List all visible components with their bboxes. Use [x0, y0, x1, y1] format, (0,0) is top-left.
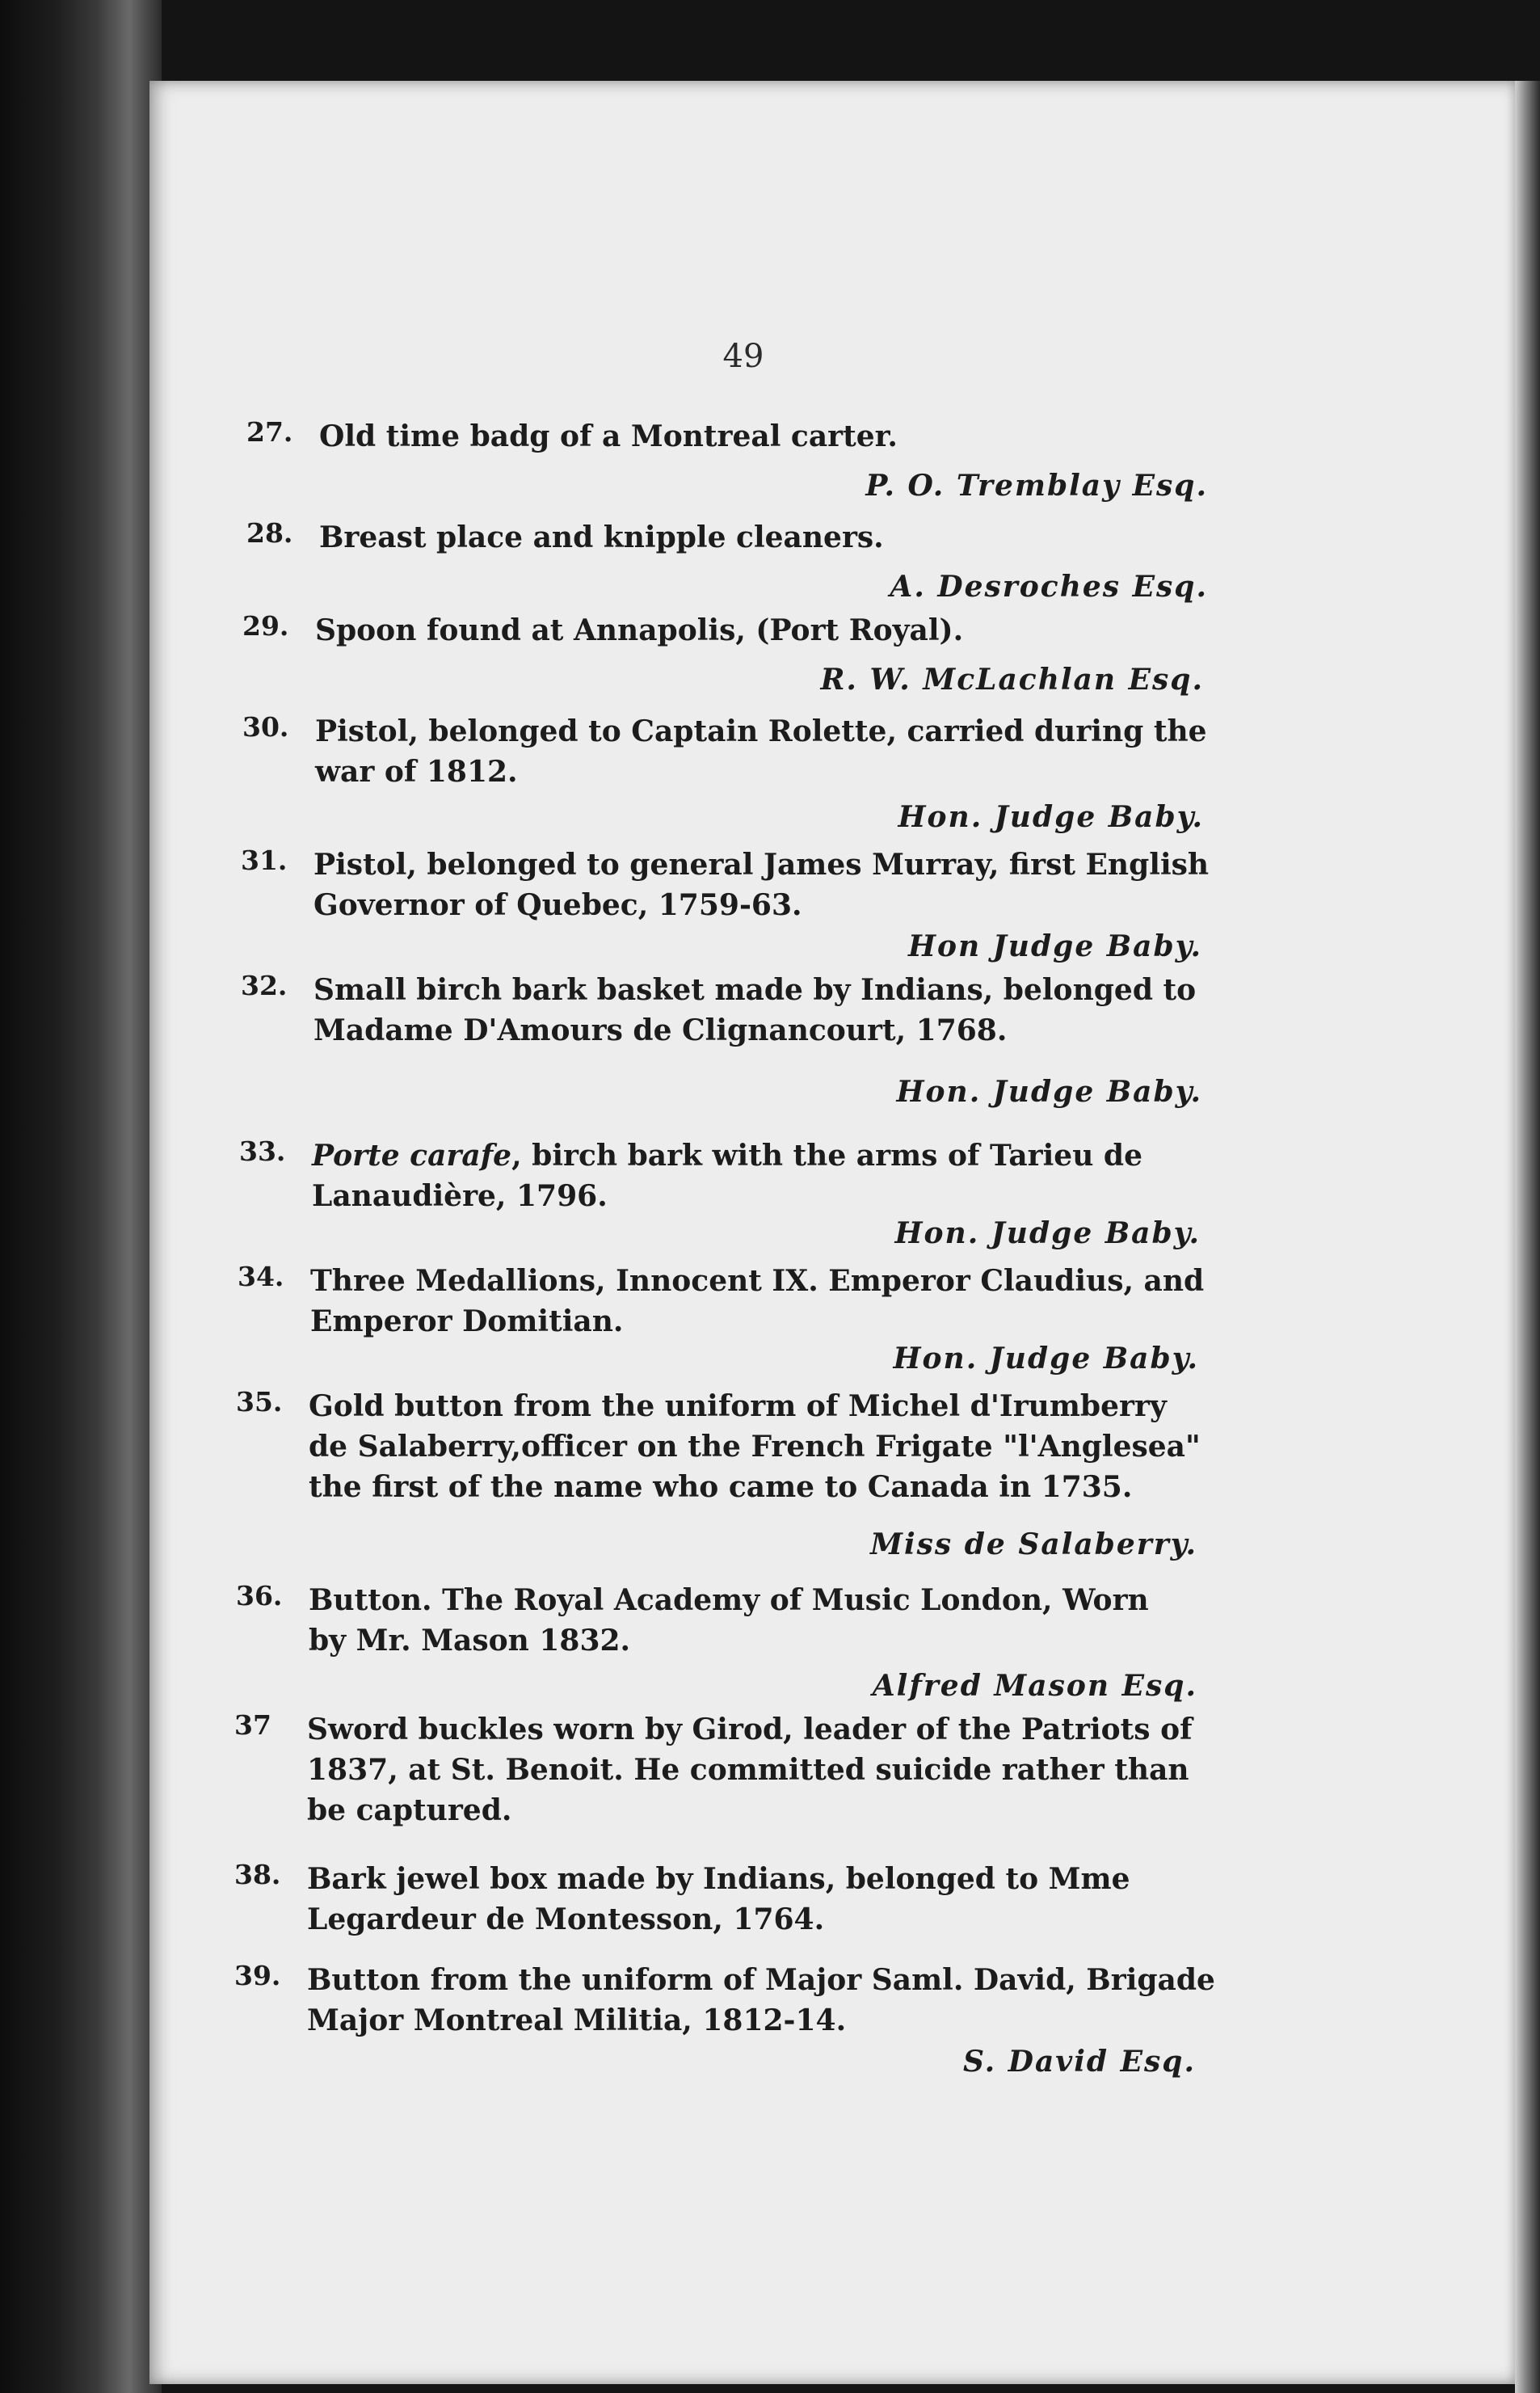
entry-donor: Hon. Judge Baby. — [896, 1075, 1202, 1109]
entry-description-line: 1837, at St. Benoit. He committed suicide rather than — [307, 1753, 1189, 1787]
entry-description-line: Bark jewel box made by Indians, belonged to Mme — [307, 1862, 1130, 1896]
entry-description — [309, 1580, 1189, 1661]
entry-donor: R. W. McLachlan Esq. — [820, 663, 1204, 697]
page-number: 49 — [722, 338, 764, 375]
entry-description-line: Button. The Royal Academy of Music London, Worn — [309, 1583, 1149, 1617]
entry-description — [313, 970, 1197, 1051]
entry-description — [309, 1386, 1201, 1507]
entry-description — [315, 610, 1196, 651]
entry-description-line: Button from the uniform of Major Saml. David, Brigade — [307, 1963, 1215, 1997]
entry-number: 29. — [242, 610, 289, 642]
entry-description — [319, 517, 1200, 558]
entry-description-line: Spoon found at Annapolis, (Port Royal). — [315, 613, 964, 647]
entry-description-line: Madame D'Amours de Clignancourt, 1768. — [313, 1013, 1008, 1047]
entry-description — [315, 711, 1207, 792]
entry-number: 28. — [246, 517, 293, 549]
entry-number: 37 — [234, 1709, 271, 1741]
entry-description — [310, 1261, 1205, 1342]
entry-description-line: Old time badg of a Montreal carter. — [319, 419, 898, 453]
entry-number: 35. — [236, 1386, 283, 1418]
entry-number: 32. — [241, 970, 288, 1001]
entry-description — [307, 1859, 1188, 1940]
entry-description-line: Breast place and knipple cleaners. — [319, 520, 884, 554]
entry-description — [307, 1960, 1215, 2041]
entry-description-line: de Salaberry,officer on the French Frigate "l'Anglesea" — [309, 1430, 1201, 1464]
entry-description — [307, 1709, 1193, 1831]
entry-donor: Hon. Judge Baby. — [894, 1216, 1201, 1250]
entry-description-line: Three Medallions, Innocent IX. Emperor Claudius, and — [310, 1264, 1205, 1298]
entry-description — [312, 1135, 1193, 1216]
italic-term: Porte carafe — [312, 1139, 512, 1173]
entry-donor: Hon Judge Baby. — [908, 929, 1202, 963]
entry-description — [313, 845, 1210, 925]
page-right-edge — [1515, 81, 1540, 2393]
entry-description-line: by Mr. Mason 1832. — [309, 1624, 631, 1658]
entry-donor: Hon. Judge Baby. — [898, 800, 1204, 834]
entry-donor: Miss de Salaberry. — [870, 1527, 1197, 1561]
entry-number: 36. — [236, 1580, 283, 1611]
entry-description-line: the first of the name who came to Canada in 1735. — [309, 1470, 1133, 1504]
entry-description-line: Major Montreal Militia, 1812-14. — [307, 2003, 847, 2037]
entry-donor: S. David Esq. — [962, 2045, 1196, 2079]
entry-description-line: war of 1812. — [315, 755, 518, 789]
entry-description — [319, 416, 1200, 457]
entry-number: 38. — [234, 1859, 281, 1890]
entry-description-line: Gold button from the uniform of Michel d'Irumberry — [309, 1389, 1167, 1423]
book-spine-shadow — [0, 0, 162, 2393]
entry-donor: A. Desroches Esq. — [890, 570, 1208, 604]
entry-number: 39. — [234, 1960, 281, 1991]
entry-description-line: be captured. — [307, 1793, 512, 1827]
entry-description-line: Small birch bark basket made by Indians, belonged to — [313, 973, 1197, 1007]
entry-description-line: Legardeur de Montesson, 1764. — [307, 1902, 825, 1936]
entry-description-line: Governor of Quebec, 1759-63. — [313, 888, 802, 922]
entry-donor: Alfred Mason Esq. — [872, 1669, 1197, 1703]
entry-description-line: Emperor Domitian. — [310, 1304, 624, 1338]
entry-number: 31. — [241, 845, 288, 876]
entry-number: 33. — [239, 1135, 286, 1167]
entry-description-line: Lanaudière, 1796. — [312, 1179, 608, 1213]
entry-description-line: Pistol, belonged to general James Murray, first English — [313, 848, 1210, 882]
entry-description-line: Pistol, belonged to Captain Rolette, carried during the — [315, 714, 1207, 748]
entry-description-line: Sword buckles worn by Girod, leader of the Patriots of — [307, 1713, 1193, 1746]
entry-number: 27. — [246, 416, 293, 448]
entry-description-line: Porte carafe, birch bark with the arms of Tarieu de — [312, 1139, 1142, 1173]
entry-number: 34. — [238, 1261, 284, 1292]
entry-donor: P. O. Tremblay Esq. — [865, 469, 1208, 503]
entry-donor: Hon. Judge Baby. — [893, 1342, 1199, 1376]
entry-number: 30. — [242, 711, 289, 743]
